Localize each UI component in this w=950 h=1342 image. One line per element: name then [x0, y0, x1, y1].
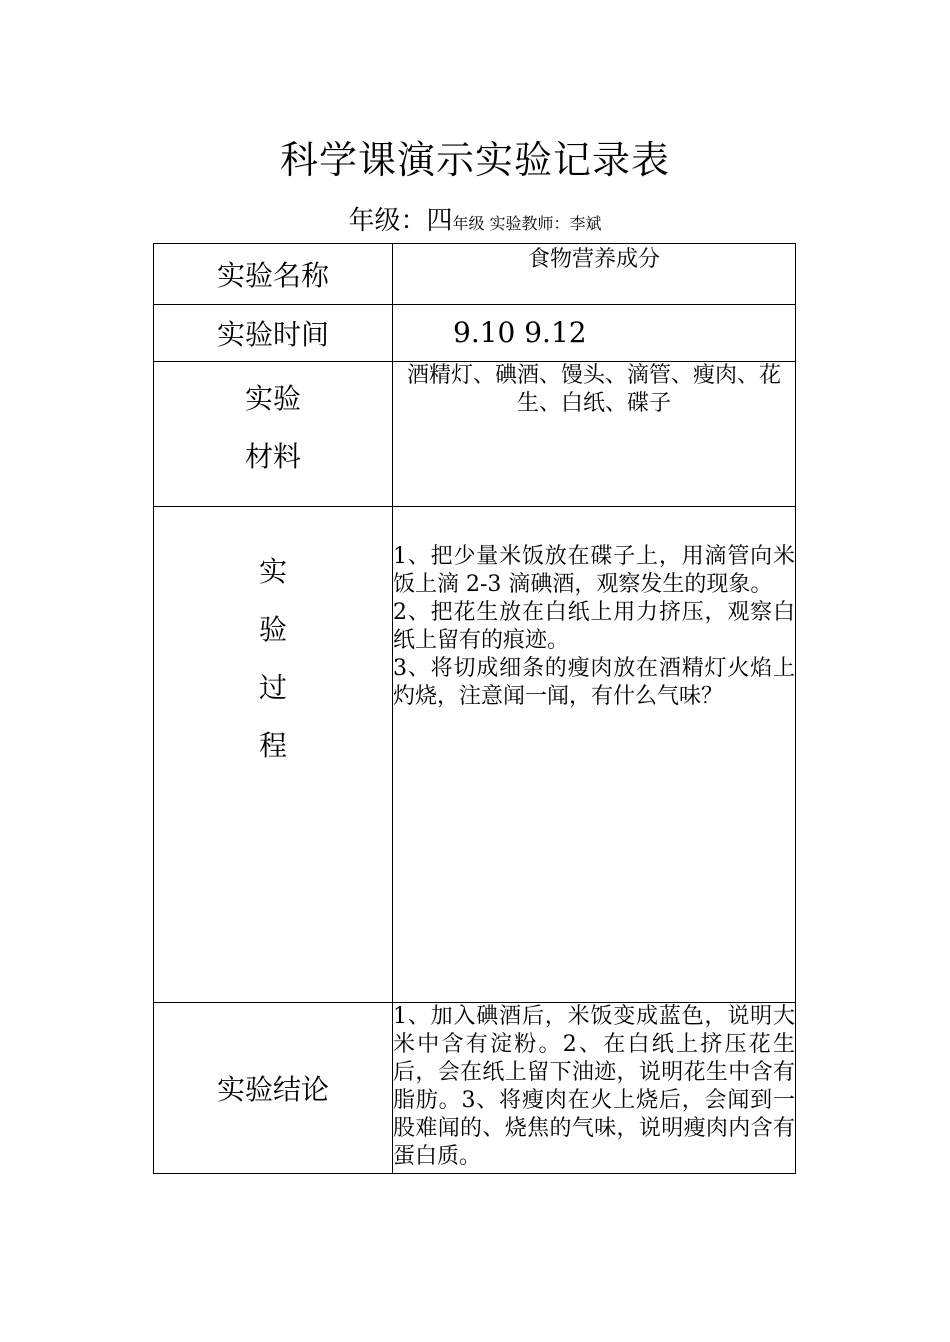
grade-value: 四 — [426, 206, 453, 236]
materials-label-line: 实验 — [244, 382, 301, 415]
process-label-char: 过 — [258, 671, 287, 704]
grade-teacher-info: 年级 实验教师：李斌 — [452, 214, 602, 233]
experiment-name-label: 实验名称 — [154, 244, 393, 305]
table-row-process — [154, 507, 796, 1003]
process-label-char: 实 — [258, 555, 287, 588]
grade-teacher-line — [0, 200, 950, 237]
experiment-time-label: 实验时间 — [154, 305, 393, 362]
process-label-char: 程 — [258, 729, 287, 762]
process-step: 2、把花生放在白纸上用力挤压，观察白纸上留有的痕迹。 — [393, 600, 795, 653]
process-step: 3、将切成细条的瘦肉放在酒精灯火焰上灼烧，注意闻一闻，有什么气味？ — [393, 656, 795, 709]
conclusion-label: 实验结论 — [154, 1003, 393, 1174]
table-row-materials — [154, 362, 796, 507]
page-title: 科学课演示实验记录表 — [279, 138, 670, 182]
process-label-char: 验 — [258, 613, 287, 646]
grade-prefix: 年级： — [348, 206, 427, 236]
experiment-time-value: 9.10 9.12 — [393, 305, 796, 362]
experiment-name-value: 食物营养成分 — [393, 244, 796, 305]
process-label — [154, 507, 393, 1003]
table-row-name — [154, 244, 796, 305]
conclusion-value: 1、加入碘酒后，米饭变成蓝色，说明大米中含有淀粉。2、在白纸上挤压花生后，会在纸上留下油迹，说明花生中含有脂肪。3、将瘦肉在火上烧后，会闻到一股难闻的、烧焦的气味，说明瘦肉内含有蛋白质。 — [393, 1003, 796, 1174]
table-row-conclusion — [154, 1003, 796, 1174]
process-step: 1、把少量米饭放在碟子上，用滴管向米饭上滴 2-3 滴碘酒，观察发生的现象。 — [393, 544, 795, 597]
materials-label-line: 材料 — [244, 440, 301, 473]
experiment-record-table — [153, 243, 796, 1174]
table-row-time — [154, 305, 796, 362]
materials-value: 酒精灯、碘酒、馒头、滴管、瘦肉、花生、白纸、碟子 — [393, 362, 796, 507]
process-steps — [393, 507, 796, 1003]
materials-label — [154, 362, 393, 507]
